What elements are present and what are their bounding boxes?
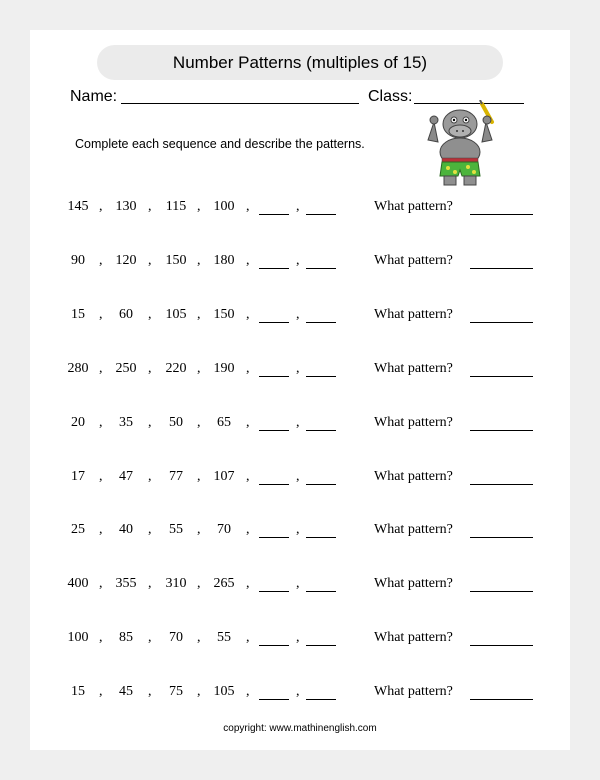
- pattern-answer-line[interactable]: [470, 430, 533, 431]
- comma-separator: ,: [197, 522, 201, 537]
- answer-blank[interactable]: [306, 591, 336, 592]
- comma-separator: ,: [246, 199, 250, 214]
- comma-separator: ,: [246, 630, 250, 645]
- sequence-number: 15: [71, 307, 85, 322]
- comma-separator: ,: [246, 469, 250, 484]
- sequence-number: 310: [165, 576, 187, 591]
- comma-separator: ,: [246, 684, 250, 699]
- comma-separator: ,: [197, 469, 201, 484]
- answer-blank[interactable]: [259, 645, 289, 646]
- comma-separator: ,: [197, 361, 201, 376]
- sequence-number: 150: [213, 307, 235, 322]
- comma-separator: ,: [246, 253, 250, 268]
- comma-separator: ,: [296, 199, 300, 214]
- sequence-number: 50: [169, 415, 183, 430]
- comma-separator: ,: [148, 469, 152, 484]
- pattern-prompt: What pattern?: [374, 576, 453, 591]
- sequence-number: 150: [165, 253, 187, 268]
- comma-separator: ,: [246, 522, 250, 537]
- comma-separator: ,: [246, 576, 250, 591]
- pattern-prompt: What pattern?: [374, 469, 453, 484]
- answer-blank[interactable]: [306, 537, 336, 538]
- answer-blank[interactable]: [306, 484, 336, 485]
- sequence-number: 105: [165, 307, 187, 322]
- answer-blank[interactable]: [259, 591, 289, 592]
- comma-separator: ,: [148, 253, 152, 268]
- pattern-prompt: What pattern?: [374, 415, 453, 430]
- sequence-number: 55: [169, 522, 183, 537]
- sequence-row: [0, 684, 600, 708]
- comma-separator: ,: [197, 415, 201, 430]
- answer-blank[interactable]: [306, 645, 336, 646]
- comma-separator: ,: [246, 307, 250, 322]
- pattern-answer-line[interactable]: [470, 214, 533, 215]
- comma-separator: ,: [99, 630, 103, 645]
- sequence-number: 145: [67, 199, 89, 214]
- hippo-illustration: [420, 100, 500, 190]
- comma-separator: ,: [246, 361, 250, 376]
- comma-separator: ,: [148, 684, 152, 699]
- sequence-number: 70: [169, 630, 183, 645]
- comma-separator: ,: [99, 415, 103, 430]
- answer-blank[interactable]: [259, 214, 289, 215]
- answer-blank[interactable]: [306, 268, 336, 269]
- pattern-answer-line[interactable]: [470, 699, 533, 700]
- sequence-number: 250: [115, 361, 137, 376]
- pattern-prompt: What pattern?: [374, 684, 453, 699]
- pattern-answer-line[interactable]: [470, 376, 533, 377]
- comma-separator: ,: [148, 307, 152, 322]
- sequence-number: 25: [71, 522, 85, 537]
- answer-blank[interactable]: [259, 537, 289, 538]
- sequence-number: 355: [115, 576, 137, 591]
- answer-blank[interactable]: [306, 322, 336, 323]
- sequence-row: [0, 522, 600, 546]
- pattern-answer-line[interactable]: [470, 645, 533, 646]
- pattern-answer-line[interactable]: [470, 484, 533, 485]
- answer-blank[interactable]: [259, 322, 289, 323]
- answer-blank[interactable]: [259, 430, 289, 431]
- sequence-number: 100: [67, 630, 89, 645]
- comma-separator: ,: [197, 199, 201, 214]
- comma-separator: ,: [296, 361, 300, 376]
- instructions: Complete each sequence and describe the patterns.: [75, 137, 365, 151]
- comma-separator: ,: [99, 522, 103, 537]
- sequence-number: 115: [165, 199, 187, 214]
- answer-blank[interactable]: [259, 699, 289, 700]
- comma-separator: ,: [197, 684, 201, 699]
- sequence-row: [0, 361, 600, 385]
- sequence-number: 105: [213, 684, 235, 699]
- sequence-number: 35: [119, 415, 133, 430]
- pattern-answer-line[interactable]: [470, 591, 533, 592]
- sequence-number: 47: [119, 469, 133, 484]
- comma-separator: ,: [99, 684, 103, 699]
- pattern-answer-line[interactable]: [470, 268, 533, 269]
- sequence-row: [0, 630, 600, 654]
- name-answer-line: [121, 103, 359, 104]
- comma-separator: ,: [148, 576, 152, 591]
- comma-separator: ,: [99, 469, 103, 484]
- pattern-prompt: What pattern?: [374, 199, 453, 214]
- answer-blank[interactable]: [259, 484, 289, 485]
- pattern-prompt: What pattern?: [374, 361, 453, 376]
- answer-blank[interactable]: [306, 376, 336, 377]
- pattern-answer-line[interactable]: [470, 322, 533, 323]
- sequence-number: 17: [71, 469, 85, 484]
- pattern-prompt: What pattern?: [374, 253, 453, 268]
- comma-separator: ,: [99, 199, 103, 214]
- answer-blank[interactable]: [306, 214, 336, 215]
- sequence-number: 280: [67, 361, 89, 376]
- comma-separator: ,: [296, 522, 300, 537]
- sequence-number: 60: [119, 307, 133, 322]
- sequence-number: 65: [217, 415, 231, 430]
- comma-separator: ,: [148, 415, 152, 430]
- sequence-number: 220: [165, 361, 187, 376]
- pattern-prompt: What pattern?: [374, 307, 453, 322]
- comma-separator: ,: [197, 630, 201, 645]
- sequence-number: 107: [213, 469, 235, 484]
- sequence-number: 75: [169, 684, 183, 699]
- name-label: Name:: [70, 88, 118, 105]
- comma-separator: ,: [296, 684, 300, 699]
- sequence-number: 45: [119, 684, 133, 699]
- comma-separator: ,: [296, 630, 300, 645]
- pattern-answer-line[interactable]: [470, 537, 533, 538]
- comma-separator: ,: [148, 630, 152, 645]
- comma-separator: ,: [296, 469, 300, 484]
- sequence-number: 190: [213, 361, 235, 376]
- sequence-number: 130: [115, 199, 137, 214]
- comma-separator: ,: [148, 361, 152, 376]
- comma-separator: ,: [99, 361, 103, 376]
- comma-separator: ,: [296, 253, 300, 268]
- sequence-number: 90: [71, 253, 85, 268]
- comma-separator: ,: [296, 307, 300, 322]
- sequence-row: [0, 576, 600, 600]
- answer-blank[interactable]: [306, 430, 336, 431]
- comma-separator: ,: [148, 522, 152, 537]
- copyright-text: copyright: www.mathinenglish.com: [223, 723, 377, 734]
- sequence-number: 55: [217, 630, 231, 645]
- sequence-number: 40: [119, 522, 133, 537]
- comma-separator: ,: [99, 307, 103, 322]
- sequence-number: 100: [213, 199, 235, 214]
- class-label: Class:: [368, 88, 413, 105]
- sequence-row: [0, 199, 600, 223]
- sequence-number: 180: [213, 253, 235, 268]
- sequence-row: [0, 253, 600, 277]
- sequence-row: [0, 469, 600, 493]
- comma-separator: ,: [197, 576, 201, 591]
- sequence-row: [0, 307, 600, 331]
- comma-separator: ,: [246, 415, 250, 430]
- comma-separator: ,: [197, 253, 201, 268]
- pattern-prompt: What pattern?: [374, 522, 453, 537]
- comma-separator: ,: [296, 576, 300, 591]
- sequence-number: 265: [213, 576, 235, 591]
- comma-separator: ,: [197, 307, 201, 322]
- comma-separator: ,: [99, 576, 103, 591]
- sequence-number: 77: [169, 469, 183, 484]
- comma-separator: ,: [99, 253, 103, 268]
- comma-separator: ,: [296, 415, 300, 430]
- sequence-number: 15: [71, 684, 85, 699]
- answer-blank[interactable]: [306, 699, 336, 700]
- answer-blank[interactable]: [259, 268, 289, 269]
- comma-separator: ,: [148, 199, 152, 214]
- sequence-number: 120: [115, 253, 137, 268]
- answer-blank[interactable]: [259, 376, 289, 377]
- pattern-prompt: What pattern?: [374, 630, 453, 645]
- sequence-number: 20: [71, 415, 85, 430]
- sequence-number: 70: [217, 522, 231, 537]
- sequence-number: 85: [119, 630, 133, 645]
- worksheet-title: Number Patterns (multiples of 15): [97, 45, 503, 80]
- sequence-row: [0, 415, 600, 439]
- sequence-number: 400: [67, 576, 89, 591]
